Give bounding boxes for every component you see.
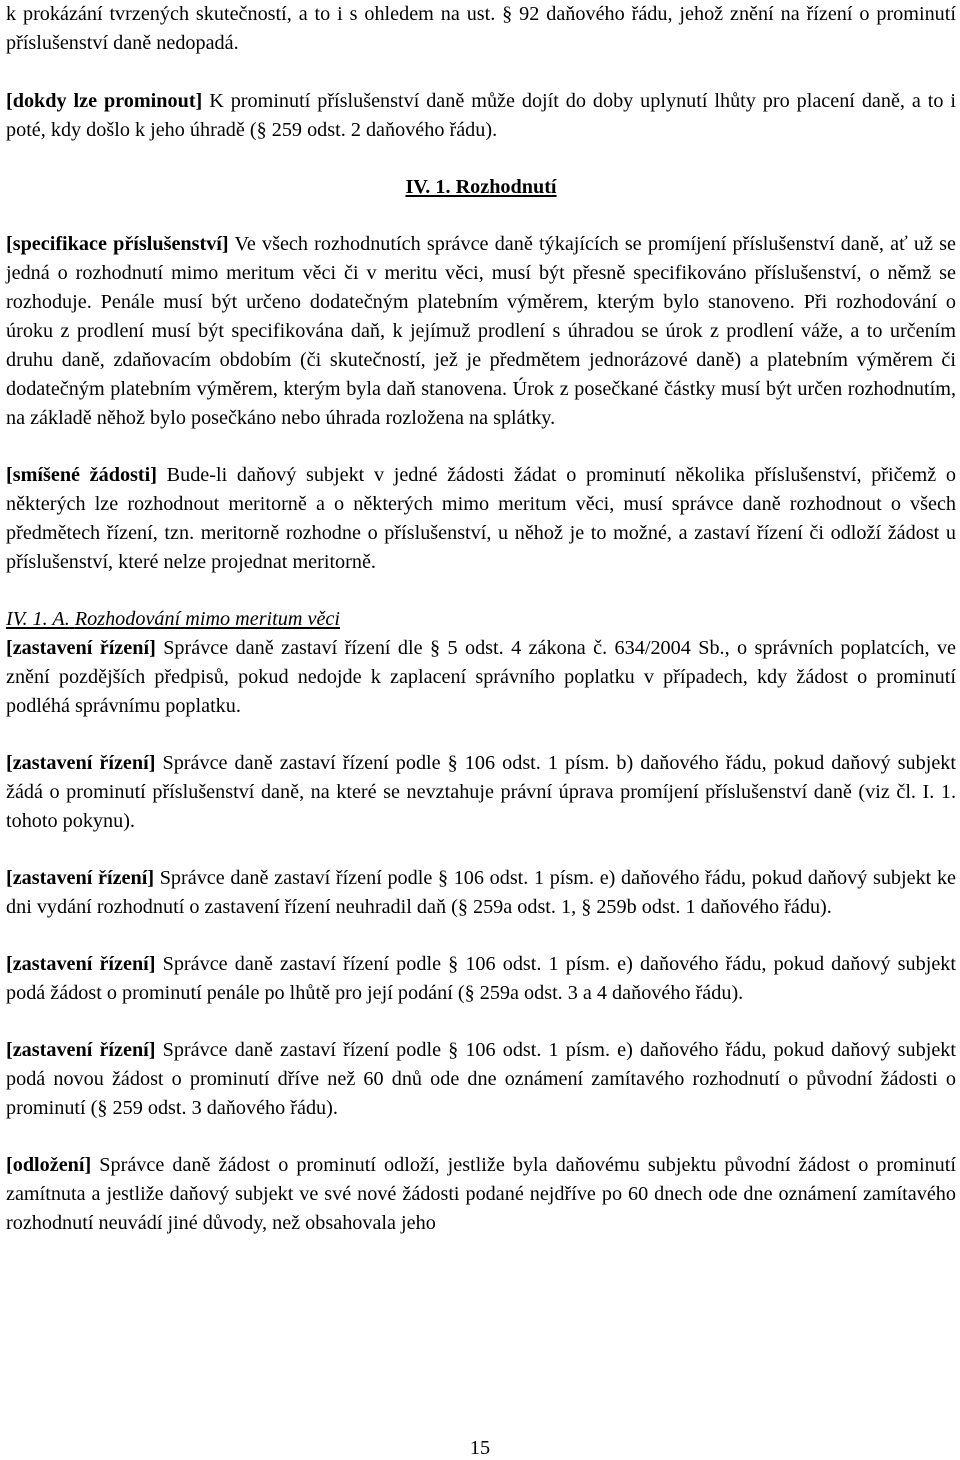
paragraph-continuation — [6, 0, 956, 58]
paragraph-lead: [zastavení řízení] — [6, 637, 156, 659]
subsection-heading — [6, 605, 956, 634]
paragraph-text: k prokázání tvrzených skutečností, a to i s ohledem na ust. § 92 daňového řádu, jehož znění na řízení o prominutí příslušenství daně nedopadá. — [6, 3, 956, 54]
paragraph-lead: [zastavení řízení] — [6, 752, 156, 774]
paragraph-text: K prominutí příslušenství daně může dojít do doby uplynutí lhůty pro placení daně, a to i poté, kdy došlo k jeho úhradě (§ 259 odst. 2 daňového řádu). — [6, 90, 956, 141]
paragraph-text: Bude-li daňový subjekt v jedné žádosti žádat o prominutí několika příslušenství, přičemž o některých lze rozhodnout meritorně a o některých mimo meritum věci, musí správce daně rozhodnout o všech předmětech řízení, tzn. meritorně rozhodne o příslušenství, u něhož je to možné, a zastaví řízení či odloží žádost u příslušenství, které nelze projednat meritorně. — [6, 464, 956, 573]
subsection-number: IV. 1. A. — [6, 608, 70, 630]
paragraph-lead: [zastavení řízení] — [6, 867, 155, 889]
paragraph-text: Správce daně žádost o prominutí odloží, jestliže byla daňovému subjektu původní žádost o prominutí zamítnuta a jestliže daňový subjekt ve své nové žádosti podané nejdříve po 60 dnech ode dne oznámení zamítavého rozhodnutí neuvádí jiné důvody, než obsahovala jeho — [6, 1154, 956, 1234]
section-heading: IV. 1. Rozhodnutí — [405, 176, 557, 198]
paragraph-lead: [specifikace příslušenství] — [6, 233, 229, 255]
paragraph-text: Správce daně zastaví řízení podle § 106 odst. 1 písm. e) daňového řádu, pokud daňový subjekt podá novou žádost o prominutí dříve než 60 dnů ode dne oznámení zamítavého rozhodnutí o původní žádosti o prominutí (§ 259 odst. 3 daňového řádu). — [6, 1039, 956, 1119]
paragraph-lead: [zastavení řízení] — [6, 1039, 156, 1061]
paragraph-lead: [dokdy lze prominout] — [6, 90, 203, 112]
paragraph-zastaveni-1 — [6, 634, 956, 721]
paragraph-smisene — [6, 461, 956, 577]
paragraph-zastaveni-5 — [6, 1036, 956, 1123]
paragraph-lead: [odložení] — [6, 1154, 92, 1176]
paragraph-text: Ve všech rozhodnutích správce daně týkajících se promíjení příslušenství daně, ať už se jedná o rozhodnutí mimo meritum věci či v meritu věci, musí být přesně specifikováno příslušenství, o němž se rozhoduje. Penále musí být určeno dodatečným platebním výměrem, kterým bylo stanoveno. Při rozhodování o úroku z prodlení musí být specifikována daň, k jejímuž prodlení s úhradou se úrok z prodlení váže, a to určením druhu daně, zdaňovacím obdobím (či skutečností, jež je předmětem jednorázové daně) a platebním výměrem či dodatečným platebním výměrem, kterým byla daň stanovena. Úrok z posečkané částky musí být určen rozhodnutím, na základě něhož bylo posečkáno nebo úhrada rozložena na splátky. — [6, 233, 957, 429]
paragraph-text: Správce daně zastaví řízení podle § 106 odst. 1 písm. e) daňového řádu, pokud daňový subjekt ke dni vydání rozhodnutí o zastavení řízení neuhradil daň (§ 259a odst. 1, § 259b odst. 1 daňového řádu). — [6, 867, 956, 918]
paragraph-text: Správce daně zastaví řízení dle § 5 odst. 4 zákona č. 634/2004 Sb., o správních poplatcích, ve znění pozdějších předpisů, pokud nedojde k zaplacení správního poplatku v případech, kdy žádost o prominutí podléhá správnímu poplatku. — [6, 637, 956, 717]
subsection-title: Rozhodování mimo meritum věci — [74, 608, 340, 630]
paragraph-lead: [smíšené žádosti] — [6, 464, 157, 486]
paragraph-specifikace — [6, 230, 956, 433]
paragraph-odlozeni — [6, 1151, 956, 1238]
paragraph-zastaveni-2 — [6, 749, 956, 836]
paragraph-dokdy — [6, 87, 956, 145]
document-page — [6, 0, 956, 1238]
paragraph-text: Správce daně zastaví řízení podle § 106 odst. 1 písm. b) daňového řádu, pokud daňový subjekt žádá o prominutí příslušenství daně, na které se nevztahuje právní úprava promíjení příslušenství daně (viz čl. I. 1. tohoto pokynu). — [6, 752, 956, 832]
paragraph-text: Správce daně zastaví řízení podle § 106 odst. 1 písm. e) daňového řádu, pokud daňový subjekt podá žádost o prominutí penále po lhůtě pro její podání (§ 259a odst. 3 a 4 daňového řádu). — [6, 953, 956, 1004]
paragraph-zastaveni-4 — [6, 950, 956, 1008]
paragraph-lead: [zastavení řízení] — [6, 953, 156, 975]
page-number: 15 — [469, 1437, 491, 1459]
paragraph-zastaveni-3 — [6, 864, 956, 922]
